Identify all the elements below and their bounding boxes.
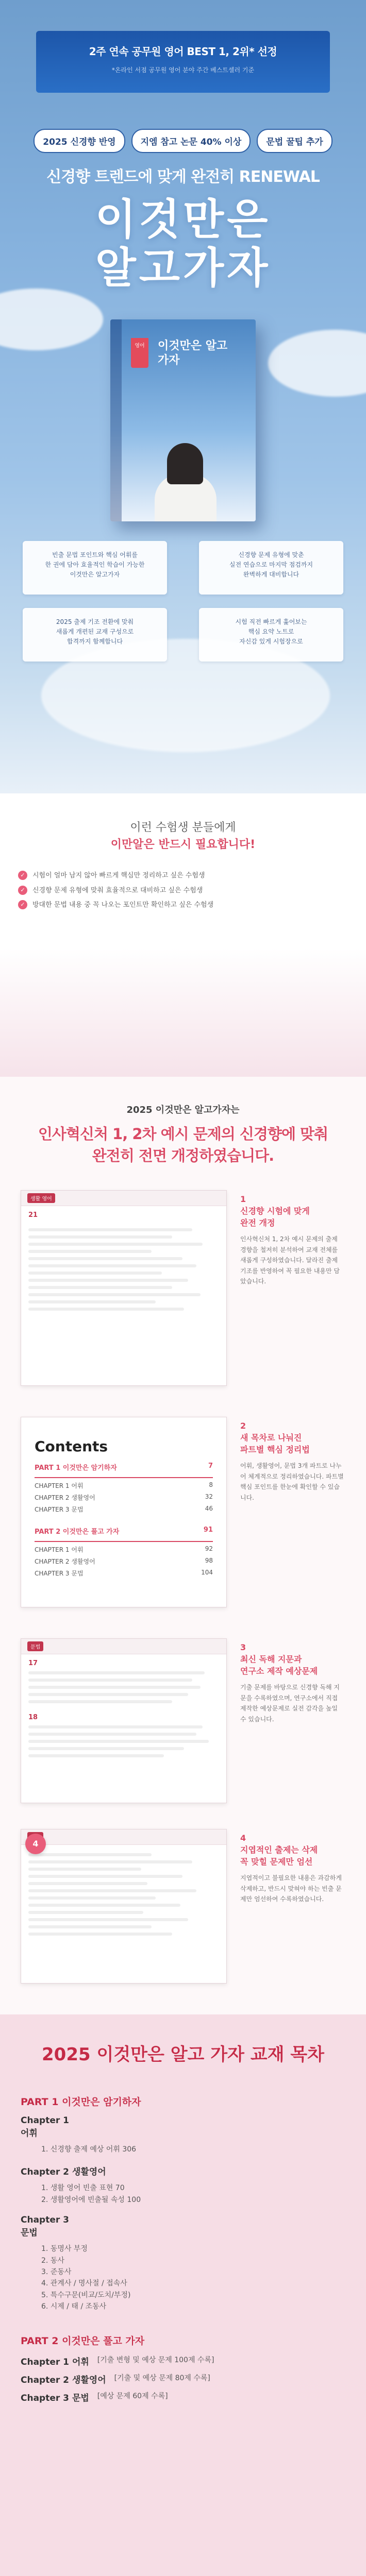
list-item (18, 900, 348, 910)
feature-row-3 (21, 1638, 345, 1803)
toc-chapter-desc: [기출 및 예상 문제 80제 수록] (114, 2374, 210, 2382)
feature-number: 1 (240, 1194, 246, 1204)
book-spine (110, 319, 122, 521)
sample-tag: 생활 영어 (27, 1193, 55, 1203)
text-line (28, 1933, 172, 1936)
divider (35, 1477, 213, 1478)
feature-description: 인사혁신처 1, 2차 예시 문제의 출제 경향을 철저히 분석하여 교재 전체를 새롭게 구성하였습니다. 달라진 출제 기조를 반영하여 꼭 필요한 내용만 담았습니다. (240, 1235, 340, 1285)
toc-chapter-label: CHAPTER 1 어휘 (35, 1482, 84, 1489)
badge-card: 신경향 문제 유형에 맞춘 실전 연습으로 마지막 점검까지 완벽하게 대비합니다 (199, 541, 343, 595)
hero-title-line2: 알고가자 (95, 244, 271, 293)
toc-chapter-items (41, 2182, 345, 2206)
toc-chapter (35, 1493, 213, 1502)
hero-title (0, 196, 366, 293)
toc-part-page: 7 (208, 1462, 213, 1470)
toc-chapter-page: 46 (205, 1505, 213, 1512)
text-line (28, 1693, 188, 1696)
toc-chapter-label: CHAPTER 1 어휘 (35, 1546, 84, 1553)
target-question-line1: 이런 수험생 분들에게 (130, 821, 236, 834)
text-line (28, 1250, 152, 1253)
banner-headline: 2주 연속 공무원 영어 BEST 1, 2위* 선정 (89, 45, 277, 58)
toc-chapter-desc: [기출 변형 및 예상 문제 100제 수록] (97, 2355, 214, 2364)
list-item-text: 시험이 얼마 남지 않아 빠르게 핵심만 정리하고 싶은 수험생 (32, 872, 205, 879)
text-line (28, 1300, 156, 1303)
toc-chapter-page: 98 (205, 1557, 213, 1564)
features-header-line2: 완전히 전면 개정하였습니다. (92, 1147, 274, 1165)
feature-sample-page (21, 1638, 227, 1803)
toc-chapter-label: CHAPTER 2 생활영어 (35, 1494, 95, 1501)
number-badge: 4 (25, 1834, 46, 1854)
text-line (28, 1272, 162, 1275)
text-line (28, 1725, 203, 1728)
toc-chapter (35, 1481, 213, 1490)
sample-header (21, 1829, 226, 1845)
feature-title: 지엽적인 출제는 삭제 꼭 맞힐 문제만 엄선 (240, 1845, 318, 1867)
toc-heading: 2025 이것만은 알고 가자 교재 목차 (42, 2044, 324, 2065)
feature-row-4 (21, 1829, 345, 1984)
text-line (28, 1925, 152, 1928)
badge-card: 빈출 문법 포인트와 핵심 어휘를 한 권에 담아 효율적인 학습이 가능한 이것만은 알고가자 (23, 541, 167, 595)
text-line (28, 1286, 172, 1289)
feature-description: 어휘, 생활영어, 문법 3개 파트로 나누어 체계적으로 정리하였습니다. 파트별 핵심 포인트를 한눈에 확인할 수 있습니다. (240, 1462, 344, 1501)
book-cover (110, 319, 256, 521)
toc-chapter (35, 1505, 213, 1514)
sample-number: 21 (28, 1211, 38, 1219)
toc-chapter-label: CHAPTER 3 문법 (35, 1570, 84, 1577)
hero-subtitle: 신경향 트렌드에 맞게 완전히 RENEWAL (46, 168, 320, 186)
badge-card: 2025 출제 기조 전환에 맞춰 새롭게 개편된 교재 구성으로 합격까지 함께합니다 (23, 608, 167, 662)
toc-chapter (21, 2115, 345, 2139)
cloud-decoration (268, 330, 366, 397)
toc-part-page: 91 (203, 1526, 213, 1534)
toc-body (21, 2084, 345, 2409)
divider (35, 1541, 213, 1542)
toc-item: 1. 신경향 출제 예상 어휘 306 (41, 2145, 137, 2154)
text-line (28, 1279, 188, 1282)
text-line (28, 1228, 192, 1231)
text-line (28, 1889, 196, 1892)
check-icon: ✓ (18, 871, 27, 880)
pill-new-trend: 2025 신경향 반영 (34, 129, 125, 153)
toc-chapter-desc: [예상 문제 60제 수록] (97, 2392, 168, 2400)
text-line (28, 1257, 182, 1260)
feature-text-2 (240, 1417, 345, 1607)
toc-item: 2. 동사 (41, 2256, 64, 2265)
text-line (28, 1733, 196, 1736)
sample-header (21, 1191, 226, 1206)
toc-item: 1. 동명사 부정 (41, 2245, 88, 2253)
feature-row-1 (21, 1190, 345, 1386)
toc-chapter-name: Chapter 1 어휘 (21, 2115, 70, 2139)
toc-item: 3. 준동사 (41, 2267, 72, 2276)
list-item (18, 886, 348, 896)
text-line (28, 1671, 205, 1674)
toc-chapter-items (41, 2144, 345, 2155)
text-line (28, 1686, 201, 1689)
text-line (28, 1918, 188, 1921)
toc-chapter (21, 2215, 345, 2238)
sample-number: 18 (28, 1714, 38, 1721)
feature-title: 새 목차로 나눠진 파트별 핵심 정리법 (240, 1433, 310, 1455)
toc-chapter-name: Chapter 2 생활영어 (21, 2167, 106, 2178)
toc-chapter-page: 92 (205, 1545, 213, 1552)
toc-part-label: PART 1 이것만은 암기하자 (35, 1464, 117, 1472)
toc-chapter-name: Chapter 1 어휘 (21, 2357, 89, 2367)
check-icon: ✓ (18, 886, 27, 895)
pill-reference: 지엠 참고 논문 40% 이상 (131, 129, 251, 153)
banner-footnote: *온라인 서점 공무원 영어 분야 주간 베스트셀러 기준 (111, 66, 255, 74)
toc-item: 1. 생활 영어 빈출 표현 70 (41, 2184, 125, 2193)
hero-title-line1: 이것만은 (95, 195, 271, 244)
toc-part (35, 1462, 213, 1472)
text-line (28, 1860, 192, 1863)
toc-part-title: PART 2 이것만은 풀고 가자 (21, 2335, 145, 2347)
feature-row-2 (21, 1417, 345, 1607)
toc-chapter (21, 2164, 345, 2177)
badge-card: 시험 직전 빠르게 훑어보는 핵심 요약 노트로 자신감 있게 시험장으로 (199, 608, 343, 662)
target-question-line2: 이만알은 반드시 필요합니다! (110, 838, 256, 851)
feature-sample-page (21, 1829, 227, 1984)
text-line (28, 1679, 192, 1682)
features-header-line1: 인사혁신처 1, 2차 예시 문제의 신경향에 맞춰 (38, 1125, 328, 1143)
toc-chapter-name: Chapter 2 생활영어 (21, 2375, 106, 2385)
cloud-decoration (0, 289, 103, 350)
toc-chapter (35, 1557, 213, 1566)
toc-item: 6. 시제 / 태 / 조동사 (41, 2302, 107, 2311)
text-line (28, 1868, 141, 1871)
features-section (0, 1077, 366, 2014)
text-line (28, 1700, 172, 1703)
toc-chapter (21, 2372, 345, 2385)
sample-tag: 문법 (27, 1641, 43, 1651)
toc-chapter (35, 1545, 213, 1554)
feature-description: 기출 문제를 바탕으로 신경향 독해 지문을 수록하였으며, 연구소에서 직접 제작한 예상문제로 실전 감각을 높일 수 있습니다. (240, 1684, 340, 1723)
section-gradient (0, 948, 366, 1077)
text-line (28, 1904, 180, 1907)
toc-chapter (21, 2354, 345, 2367)
text-line (28, 1243, 203, 1246)
contents-sample-page (21, 1417, 227, 1607)
toc-part (35, 1526, 213, 1536)
toc-chapter-page: 32 (205, 1493, 213, 1500)
book-badge: 영어 (131, 338, 148, 368)
toc-chapter-page: 8 (209, 1481, 213, 1488)
toc-chapter (21, 2391, 345, 2403)
feature-number: 2 (240, 1421, 246, 1431)
toc-chapter-page: 104 (201, 1569, 213, 1576)
feature-text-3 (240, 1638, 345, 1803)
target-list (18, 871, 348, 915)
toc-chapter-name: Chapter 3 문법 (21, 2215, 70, 2239)
feature-text-1 (240, 1190, 345, 1386)
target-section (0, 793, 366, 1077)
feature-number: 4 (240, 1833, 246, 1843)
feature-title: 신경향 시험에 맞게 완전 개정 (240, 1206, 310, 1228)
text-line (28, 1747, 184, 1750)
list-item-text: 신경향 문제 유형에 맞춰 효율적으로 대비하고 싶은 수험생 (32, 886, 203, 894)
check-icon: ✓ (18, 900, 27, 909)
text-line (28, 1754, 164, 1757)
badge-row-bottom (0, 608, 366, 662)
toc-chapter-items (41, 2243, 345, 2312)
text-line (28, 1853, 152, 1856)
pill-grammar-tips: 문법 꿀팁 추가 (257, 129, 332, 153)
bestseller-banner (36, 31, 330, 93)
toc-chapter-name: Chapter 3 문법 (21, 2393, 89, 2403)
toc-chapter-label: CHAPTER 2 생활영어 (35, 1558, 95, 1565)
text-line (28, 1740, 209, 1743)
target-question (0, 819, 366, 853)
text-line (28, 1264, 196, 1267)
toc-item: 2. 생활영어에 빈출될 속성 100 (41, 2195, 141, 2204)
toc-section (0, 2014, 366, 2576)
sample-header (21, 1639, 226, 1654)
feature-number: 3 (240, 1642, 246, 1652)
text-line (28, 1882, 147, 1885)
text-line (28, 1875, 182, 1878)
feature-description: 지엽적이고 불필요한 내용은 과감하게 삭제하고, 반드시 맞혀야 하는 빈출 문제만 엄선하여 수록하였습니다. (240, 1874, 342, 1903)
text-line (28, 1235, 172, 1239)
list-item-text: 방대한 문법 내용 중 꼭 나오는 포인트만 확인하고 싶은 수험생 (32, 901, 214, 909)
toc-item: 5. 특수구문(비교/도치/부정) (41, 2291, 131, 2299)
feature-text-4 (240, 1829, 345, 1984)
feature-pills (0, 129, 366, 153)
features-header-small: 2025 이것만은 알고가자는 (126, 1105, 240, 1115)
text-line (28, 1293, 201, 1296)
badge-row-top (0, 541, 366, 595)
hero-section (0, 0, 366, 793)
text-line (28, 1308, 184, 1311)
text-line (28, 1896, 156, 1900)
toc-part-label: PART 2 이것만은 풀고 가자 (35, 1528, 120, 1536)
feature-sample-page (21, 1190, 227, 1386)
feature-title: 최신 독해 지문과 연구소 제작 예상문제 (240, 1654, 318, 1676)
sample-number: 17 (28, 1659, 38, 1667)
text-line (28, 1911, 143, 1914)
book-illustration-hair (167, 443, 203, 484)
book-title: 이것만은 알고가자 (158, 340, 228, 367)
toc-chapter-label: CHAPTER 3 문법 (35, 1506, 84, 1513)
toc-item: 4. 관계사 / 명사절 / 접속사 (41, 2279, 127, 2288)
toc-part-title: PART 1 이것만은 암기하자 (21, 2096, 141, 2108)
features-header-large (0, 1123, 366, 1166)
contents-title: Contents (35, 1438, 108, 1455)
toc-chapter (35, 1569, 213, 1578)
list-item (18, 871, 348, 881)
